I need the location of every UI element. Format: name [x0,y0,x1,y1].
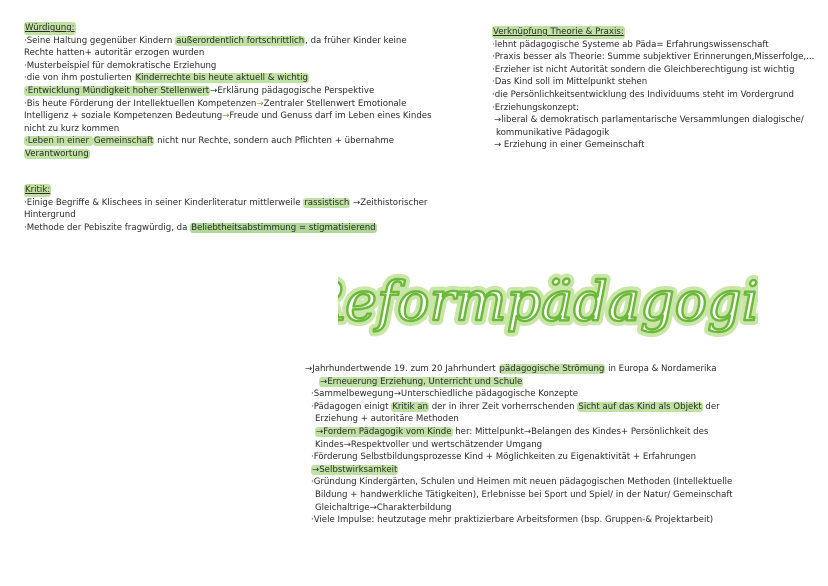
title-text: eformpädagogi [345,270,758,333]
reform-line: ·Viele Impulse: heutzutage mehr praktizierbare Arbeitsformen (bsp. Gruppen-& Projektarbeit) [311,515,714,526]
theorie-line: ·lehnt pädagogische Systeme ab Päda= Erfahrungswissenschaft [492,39,769,50]
kritik-section [24,184,474,234]
kritik-line: Hintergrund [24,210,76,221]
theorie-line: ·Erziehungskonzept: [492,102,580,113]
reform-section [305,363,815,527]
wuerdigung-section [24,22,474,161]
theorie-line: →liberal & demokratisch parlamentarische Versammlungen dialogische/ [494,115,804,126]
theorie-line: ·Praxis besser als Theorie: Summe subjektiver Erinnerungen,Misserfolge,... [492,52,815,63]
wuerdigung-line: ·Entwicklung Mündigkeit hoher Stellenwert→Erklärung pädagogische Perspektive [25,85,375,96]
wuerdigung-line: Rechte hatten+ autoritär erzogen wurden [24,48,205,59]
title-glow: eformpädagogi [345,270,758,333]
reform-line: →Fordern Pädagogik vom Kinde her: Mittelpunkt→Belangen des Kindes+ Persönlichkeit des [316,426,709,437]
reform-line: ·Gründung Kindergärten, Schulen und Heimen mit neuen pädagogischen Methoden (Intellektuelle [311,477,733,488]
kritik-line: ·Methode der Pebiszite fragwürdig, da Beliebtheitsabstimmung = stigmatisierend [24,222,376,233]
wuerdigung-line: ·Leben in einer Gemeinschaft nicht nur Rechte, sondern auch Pflichten + übernahme [25,136,395,147]
reform-line: Erziehung + autoritäre Methoden [315,414,459,425]
wuerdigung-line: ·Bis heute Förderung der Intellektuellen Kompetenzen→Zentraler Stellenwert Emotionale [24,98,407,109]
wuerdigung-line: nicht zu kurz kommen [24,123,120,134]
theorie-section [492,26,822,152]
theorie-line: ·Das Kind soll im Mittelpunkt stehen [492,77,648,88]
reform-line: ·Förderung Selbstbildungsprozesse Kind + Möglichkeiten zu Eigenaktivität + Erfahrungen [311,452,697,463]
theorie-line: ·Erzieher ist nicht Autorität sondern die Gleichberechtigung ist wichtig [492,64,795,75]
reform-line: Kindes→Respektvoller und wertschätzender Umgang [315,439,543,450]
theorie-line: → Erziehung in einer Gemeinschaft [494,140,645,151]
wuerdigung-line: ·die von ihm postulierten Kinderrechte bis heute aktuell & wichtig [24,73,308,84]
theorie-line: kommunikative Pädagogik [496,127,610,138]
page-title [338,258,758,358]
reform-line: ·Pädagogen einigt Kritik an der in ihrer Zeit vorherrschenden Sicht auf das Kind als Objekt der [311,401,720,412]
reform-line: Gleichaltrige→Charakterbildung [315,502,452,513]
wuerdigung-line: ·Musterbeispiel für demokratische Erziehung [24,60,217,71]
title-lettering [338,258,758,358]
reform-line: ·Sammelbewegung→Unterschiedliche pädagogische Konzepte [311,389,579,400]
kritik-line: ·Einige Begriffe & Klischees in seiner Kinderliteratur mittlerweile rassistisch →Zeithistorischer [24,197,428,208]
reform-line: →Selbstwirksamkeit [312,464,398,475]
theorie-heading: Verknüpfung Theorie & Praxis: [493,27,624,37]
wuerdigung-line: Verantwortung [25,148,89,159]
reform-line: →Jahrhundertwende 19. zum 20 Jahrhundert pädagogische Strömung in Europa & Nordamerika [305,364,717,374]
theorie-line: ·die Persönlichkeitsentwicklung des Individuums steht im Vordergrund [492,89,794,100]
wuerdigung-heading: Würdigung: [25,23,75,33]
reform-line: →Erneuerung Erziehung, Unterricht und Schule [320,376,523,387]
wuerdigung-line: Intelligenz + soziale Kompetenzen Bedeutung→Freude und Genuss darf im Leben eines Kindes [24,111,432,122]
reform-line: Bildung + handwerkliche Tätigkeiten), Erlebnisse bei Sport und Spiel/ in der Natur/ Gemeinschaft [315,489,733,500]
wuerdigung-line: ·Seine Haltung gegenüber Kindern außerordentlich fortschrittlich, da früher Kinder keine [24,35,407,46]
kritik-heading: Kritik: [25,185,51,195]
